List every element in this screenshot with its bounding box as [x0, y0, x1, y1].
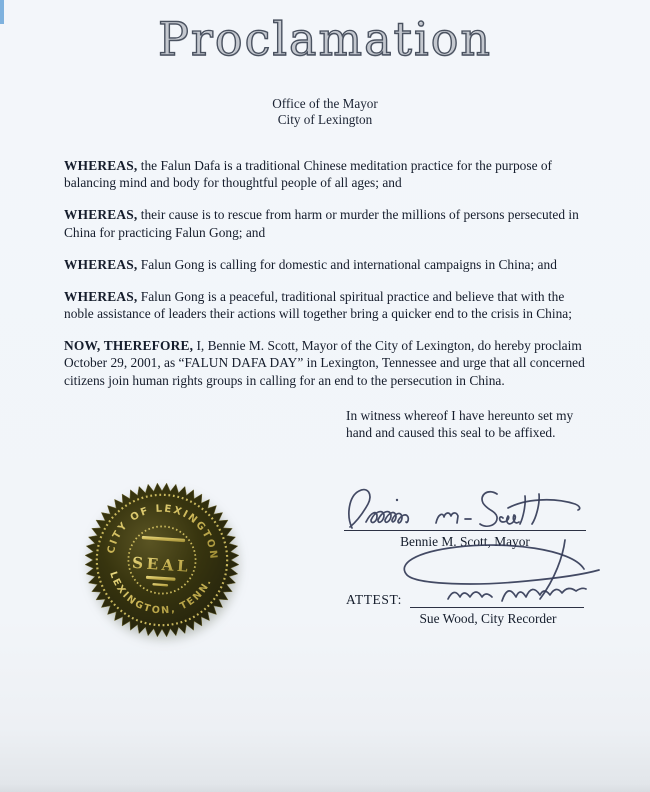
paragraph-text: Falun Gong is calling for domestic and international campaigns in China; and: [137, 256, 557, 272]
recorder-signature-line: [410, 589, 584, 608]
seal-center-text: SEAL: [131, 553, 192, 576]
paragraph-lead: WHEREAS,: [64, 158, 138, 173]
paragraph-1: [64, 157, 604, 192]
recorder-signature-handwriting: [386, 537, 616, 613]
paragraph-text: citizens join human rights groups in calling for an end to the persecution in China.: [64, 372, 505, 388]
attest-label: ATTEST:: [346, 592, 403, 607]
mayor-signature-line: [344, 485, 586, 531]
gold-seal: [83, 481, 241, 639]
paragraph-lead: WHEREAS,: [64, 256, 138, 272]
paragraph-3: [64, 256, 604, 273]
seal-arc-bottom-text: LEXINGTON, TENN.: [107, 570, 215, 617]
paragraph-5: [64, 337, 604, 389]
recorder-signature-label: Sue Wood, City Recorder: [419, 611, 557, 626]
paragraph-text: China for practicing Falun Gong; and: [64, 224, 266, 240]
paragraph-lead: NOW, THEREFORE,: [64, 337, 194, 353]
page-title: Proclamation: [157, 12, 493, 66]
paragraph-lead: WHEREAS,: [64, 207, 138, 223]
office-block: [0, 96, 650, 127]
attest-block: [346, 589, 584, 627]
witness-block: [346, 407, 573, 442]
paragraph-text: balancing mind and body for thoughtful people of all ages; and: [64, 175, 402, 191]
paragraph-2: [64, 206, 604, 241]
witness-line-1: In witness whereof I have hereunto set my: [346, 408, 574, 423]
paragraph-text: October 29, 2001, as “FALUN DAFA DAY” in Lexington, Tennessee and urge that all concerned: [64, 355, 585, 371]
office-line-1: Office of the Mayor: [272, 96, 378, 111]
mayor-signature-handwriting: [344, 484, 586, 534]
proclamation-body: [64, 157, 604, 404]
paragraph-text: I, Bennie M. Scott, Mayor of the City of Lexington, do hereby proclaim: [193, 337, 582, 353]
mayor-signature-label: Bennie M. Scott, Mayor: [400, 534, 530, 549]
paragraph-text: the Falun Dafa is a traditional Chinese meditation practice for the purpose of: [137, 158, 553, 173]
paragraph-4: [64, 288, 604, 323]
office-line-2: City of Lexington: [277, 111, 373, 127]
paragraph-text: noble assistance of leaders their actions will together bring a quicker end to the crisis in China;: [64, 305, 572, 321]
seal-arc-top-text: CITY OF LEXINGTON: [105, 503, 219, 562]
witness-line-2: hand and caused this seal to be affixed.: [346, 425, 556, 441]
paragraph-lead: WHEREAS,: [64, 288, 138, 304]
paragraph-text: Falun Gong is a peaceful, traditional spiritual practice and believe that with the: [137, 288, 565, 304]
paragraph-text: their cause is to rescue from harm or murder the millions of persons persecuted in: [137, 207, 579, 223]
